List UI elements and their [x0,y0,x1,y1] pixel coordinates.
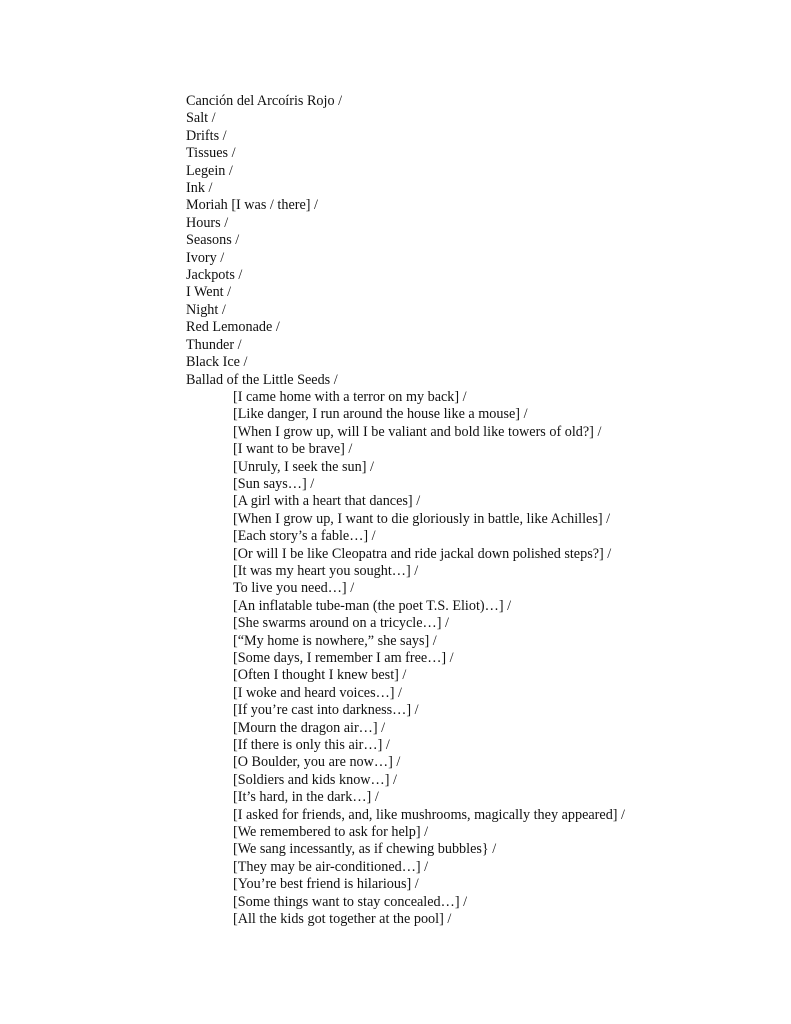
entry-line: Moriah [I was / there] / [186,197,318,214]
sub-entry-line: [If you’re cast into darkness…] / [233,702,419,719]
sub-entry-line: To live you need…] / [233,580,355,597]
entry-line: Ivory / [186,249,225,266]
sub-entry-line: [I want to be brave] / [233,441,353,458]
sub-entry-line: [I asked for friends, and, like mushrooms, magically they appeared] / [233,806,625,823]
sub-entry-line: [Each story’s a fable…] / [233,528,376,545]
entry-line: Legein / [186,162,233,179]
entry-line: Black Ice / [186,354,248,371]
sub-entry-line: [She swarms around on a tricycle…] / [233,615,449,632]
entry-line: Seasons / [186,232,240,249]
sub-entry-line: [Mourn the dragon air…] / [233,719,386,736]
sub-entry-line: [You’re best friend is hilarious] / [233,876,419,893]
entry-line: Tissues / [186,145,236,162]
sub-entry-line: [I came home with a terror on my back] / [233,388,467,405]
contents-list [186,93,625,929]
entry-line: Night / [186,301,226,318]
entry-line: Red Lemonade / [186,319,280,336]
entry-line: Salt / [186,110,216,127]
entry-line: Canción del Arcoíris Rojo / [186,93,343,109]
entry-line: Ink / [186,180,213,197]
sub-entry-line: [I woke and heard voices…] / [233,684,403,701]
sub-entry-line: [When I grow up, I want to die gloriously in battle, like Achilles] / [233,510,611,527]
sub-entry-line: [Sun says…] / [233,475,315,492]
sub-entry-line: [Soldiers and kids know…] / [233,771,397,788]
sub-entry-line: [Or will I be like Cleopatra and ride jackal down polished steps?] / [233,545,612,562]
sub-entry-line: [We remembered to ask for help] / [233,824,429,841]
sub-entry-line: [All the kids got together at the pool] / [233,911,452,928]
sub-entry-line: [Like danger, I run around the house like a mouse] / [233,406,528,423]
entry-line: Jackpots / [186,267,243,284]
sub-entry-line: [A girl with a heart that dances] / [233,493,421,510]
entry-line: Thunder / [186,336,242,353]
sub-entry-line: [Some days, I remember I am free…] / [233,650,454,666]
sub-entry-line: [“My home is nowhere,” she says] / [233,632,437,649]
entry-line: Drifts / [186,127,227,144]
entry-line: I Went / [186,284,232,301]
entry-line: Hours / [186,214,229,231]
sub-entry-line: [It’s hard, in the dark…] / [233,789,379,806]
sub-entry-line: [An inflatable tube-man (the poet T.S. Eliot)…] / [233,597,512,614]
sub-entry-line: [When I grow up, will I be valiant and bold like towers of old?] / [233,423,602,440]
entry-line: Ballad of the Little Seeds / [186,371,338,388]
sub-entry-line: [If there is only this air…] / [233,737,390,754]
sub-entry-line: [We sang incessantly, as if chewing bubbles} / [233,841,497,858]
sub-entry-line: [Some things want to stay concealed…] / [233,893,468,910]
sub-entry-line: [It was my heart you sought…] / [233,562,419,579]
sub-entry-line: [Often I thought I knew best] / [233,667,407,684]
sub-entry-line: [Unruly, I seek the sun] / [233,458,374,475]
sub-entry-line: [They may be air-conditioned…] / [233,858,429,875]
sub-entry-line: [O Boulder, you are now…] / [233,754,401,771]
